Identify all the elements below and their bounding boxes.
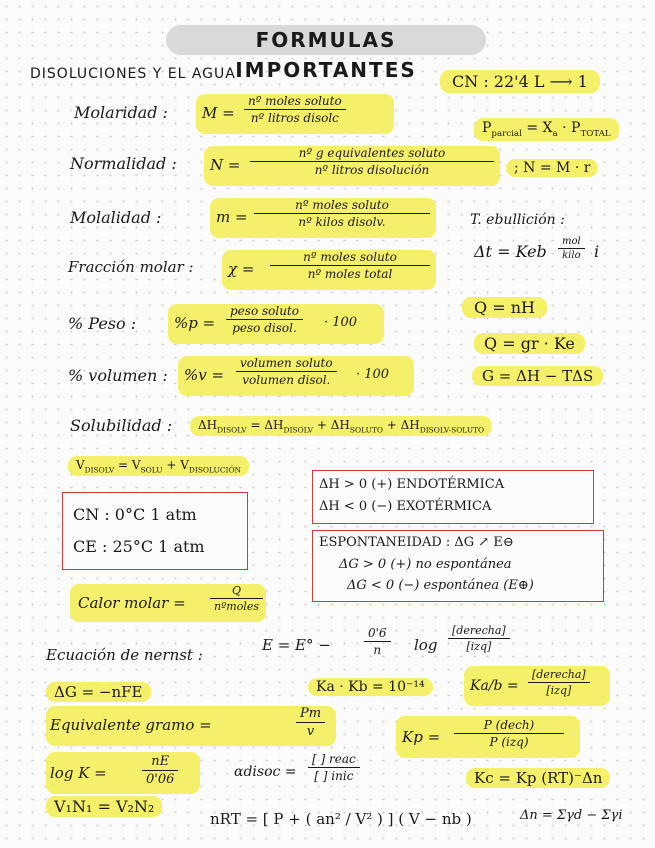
- q-nh: Q = nH: [462, 297, 547, 318]
- cn-volume: CN : 22'4 L ⟶ 1: [440, 70, 600, 93]
- nernst-formula: [262, 622, 532, 666]
- v-disolv: $V_{DISOLV} = V_{SOLU} + V_{DISOLUCIÓN}$: [68, 456, 249, 476]
- normalidad-label: Normalidad :: [70, 154, 177, 173]
- ebullicion-formula: [474, 234, 624, 268]
- equivalente-gramo-label: Equivalente gramo =: [50, 716, 212, 734]
- normalidad-lhs: N =: [210, 156, 241, 174]
- kp-fraction: [454, 718, 564, 749]
- ka-kb: Ka · Kb = 10⁻¹⁴: [308, 678, 433, 696]
- log-k: [46, 752, 200, 794]
- espontanea: ΔG < 0 (−) espontánea (E⊕): [347, 578, 534, 593]
- fraccion-molar-lhs: χ =: [228, 260, 255, 278]
- nernst-ratio: [448, 624, 510, 653]
- equivalente-gramo: [46, 706, 336, 746]
- molalidad-den: nº kilos disolv.: [254, 213, 430, 229]
- normalidad-formula: [204, 146, 500, 186]
- delta-g: ΔG = −nFE: [46, 682, 151, 702]
- peso-num: peso soluto: [230, 304, 299, 318]
- ebullicion-den: kilo: [558, 248, 585, 261]
- peso-label: % Peso :: [68, 314, 137, 333]
- volumen-formula: [178, 356, 414, 396]
- alpha-disoc-fraction: [308, 752, 360, 783]
- molaridad-label: Molaridad :: [74, 103, 168, 122]
- fraccion-molar-formula: [222, 250, 436, 290]
- molaridad-lhs: M =: [202, 104, 235, 122]
- q-gr: Q = gr · Ke: [474, 333, 585, 354]
- nernst-lhs: E = E° −: [262, 636, 331, 654]
- alpha-disoc-num: [ ] reac: [312, 752, 356, 766]
- endotermica: ΔH > 0 (+) ENDOTÉRMICA: [319, 477, 505, 492]
- log-k-fraction: [142, 754, 178, 787]
- nernst-ratio-den: [izq]: [448, 638, 510, 653]
- cn-conditions: CN : 0°C 1 atm: [73, 505, 197, 524]
- volumen-mult: · 100: [356, 367, 390, 382]
- calor-molar-num: Q: [231, 584, 241, 597]
- solubilidad-label: Solubilidad :: [70, 416, 173, 435]
- nernst-coef-num: 0'6: [368, 626, 387, 640]
- nernst-ratio-num: [derecha]: [452, 624, 506, 637]
- molaridad-num: nº moles soluto: [248, 94, 342, 108]
- fraccion-molar-den: nº moles total: [270, 265, 430, 281]
- molaridad-formula: [196, 94, 394, 134]
- equivalente-gramo-fraction: [296, 706, 325, 739]
- log-k-lhs: log K =: [50, 764, 107, 782]
- ka-b-lhs: Ka/b =: [470, 678, 519, 694]
- calor-molar: [70, 584, 266, 622]
- molalidad-formula: [210, 198, 436, 238]
- nernst-coef-den: n: [364, 641, 391, 657]
- alpha-disoc-den: [ ] inic: [308, 767, 360, 783]
- espontaneidad-title: ESPONTANEIDAD : ΔG ↗ E⊖: [319, 535, 514, 550]
- molaridad-fraction: [244, 94, 346, 125]
- nernst-log: log: [414, 636, 438, 654]
- molalidad-num: nº moles soluto: [295, 198, 389, 212]
- calor-molar-den: nºmoles: [210, 598, 263, 613]
- ebullicion-label: T. ebullición :: [470, 212, 565, 228]
- gibbs: G = ΔH − TΔS: [472, 366, 603, 386]
- nernst-label: Ecuación de nernst :: [46, 646, 203, 664]
- nernst-coef: [364, 626, 391, 657]
- volumen-num: volumen soluto: [240, 356, 333, 370]
- log-k-den: 0'06: [142, 770, 178, 787]
- alpha-disoc-lhs: αdisoc =: [234, 764, 297, 780]
- fraccion-molar-fraction: [270, 250, 430, 281]
- alpha-disoc: [234, 750, 384, 794]
- van-der-waals: nRT = [ P + ( an² / V² ) ] ( V − nb ): [210, 810, 472, 828]
- ka-b: [464, 666, 610, 706]
- no-espontanea: ΔG > 0 (+) no espontánea: [339, 557, 512, 572]
- calor-molar-label: Calor molar =: [78, 594, 186, 612]
- normalidad-relation: ; N = M · r: [506, 159, 598, 177]
- molalidad-label: Molalidad :: [70, 208, 162, 227]
- kp-lhs: Kp =: [402, 728, 441, 746]
- kp-num: P (dech): [483, 718, 535, 732]
- peso-mult: · 100: [324, 315, 358, 330]
- volumen-lhs: %v =: [184, 366, 225, 384]
- peso-formula: [168, 304, 384, 344]
- ebullicion-lhs: Δt = Keb: [474, 242, 547, 261]
- peso-den: peso disol.: [226, 319, 303, 335]
- peso-fraction: [226, 304, 303, 335]
- calor-molar-fraction: [210, 584, 263, 613]
- volumen-fraction: [236, 356, 337, 387]
- ka-b-den: [izq]: [528, 682, 590, 697]
- section-heading: DISOLUCIONES Y EL AGUA: [30, 66, 236, 82]
- kp: [396, 716, 580, 758]
- log-k-num: nE: [151, 754, 170, 769]
- exotermica: ΔH < 0 (−) EXOTÉRMICA: [319, 499, 492, 514]
- ebullicion-suffix: i: [594, 242, 600, 261]
- ebullicion-num: mol: [562, 236, 581, 247]
- ka-b-num: [derecha]: [532, 668, 586, 681]
- kp-den: P (izq): [454, 733, 564, 749]
- ebullicion-fraction: [558, 236, 585, 261]
- espontaneidad-box: [312, 530, 604, 602]
- ka-b-fraction: [528, 668, 590, 697]
- kc: Kc = Kp (RT)⁻Δn: [466, 768, 610, 788]
- normalidad-fraction: [250, 146, 494, 177]
- normalidad-den: nº litros disolución: [250, 161, 494, 177]
- peso-lhs: %p =: [174, 314, 216, 332]
- fraccion-molar-num: nº moles soluto: [303, 250, 397, 264]
- volumen-label: % volumen :: [68, 366, 168, 385]
- page-title: FORMULAS IMPORTANTES: [166, 25, 486, 55]
- cn-ce-box: [62, 492, 248, 570]
- normalidad-num: nº g equivalentes soluto: [298, 146, 446, 160]
- equivalente-gramo-den: v: [296, 722, 325, 739]
- volumen-den: volumen disol.: [236, 371, 337, 387]
- fraccion-molar-label: Fracción molar :: [68, 258, 194, 276]
- solubilidad-formula: $\Delta H_{DISOLV} = \Delta H_{DISOLV} + \Delta H_{SOLUTO} + \Delta H_{DISOLV-SOLUTO}$: [190, 416, 492, 436]
- ce-conditions: CE : 25°C 1 atm: [73, 537, 205, 556]
- equivalente-gramo-num: Pm: [300, 706, 322, 721]
- molaridad-den: nº litros disolc: [244, 109, 346, 125]
- v1n1: V₁N₁ = V₂N₂: [46, 796, 162, 817]
- entalpia-box: [312, 470, 594, 524]
- presion-parcial: $P_{parcial} = X_a \cdot P_{TOTAL}$: [474, 118, 619, 141]
- molalidad-lhs: m =: [216, 208, 248, 226]
- delta-n: Δn = Σγd − Σγi: [520, 808, 623, 823]
- molalidad-fraction: [254, 198, 430, 229]
